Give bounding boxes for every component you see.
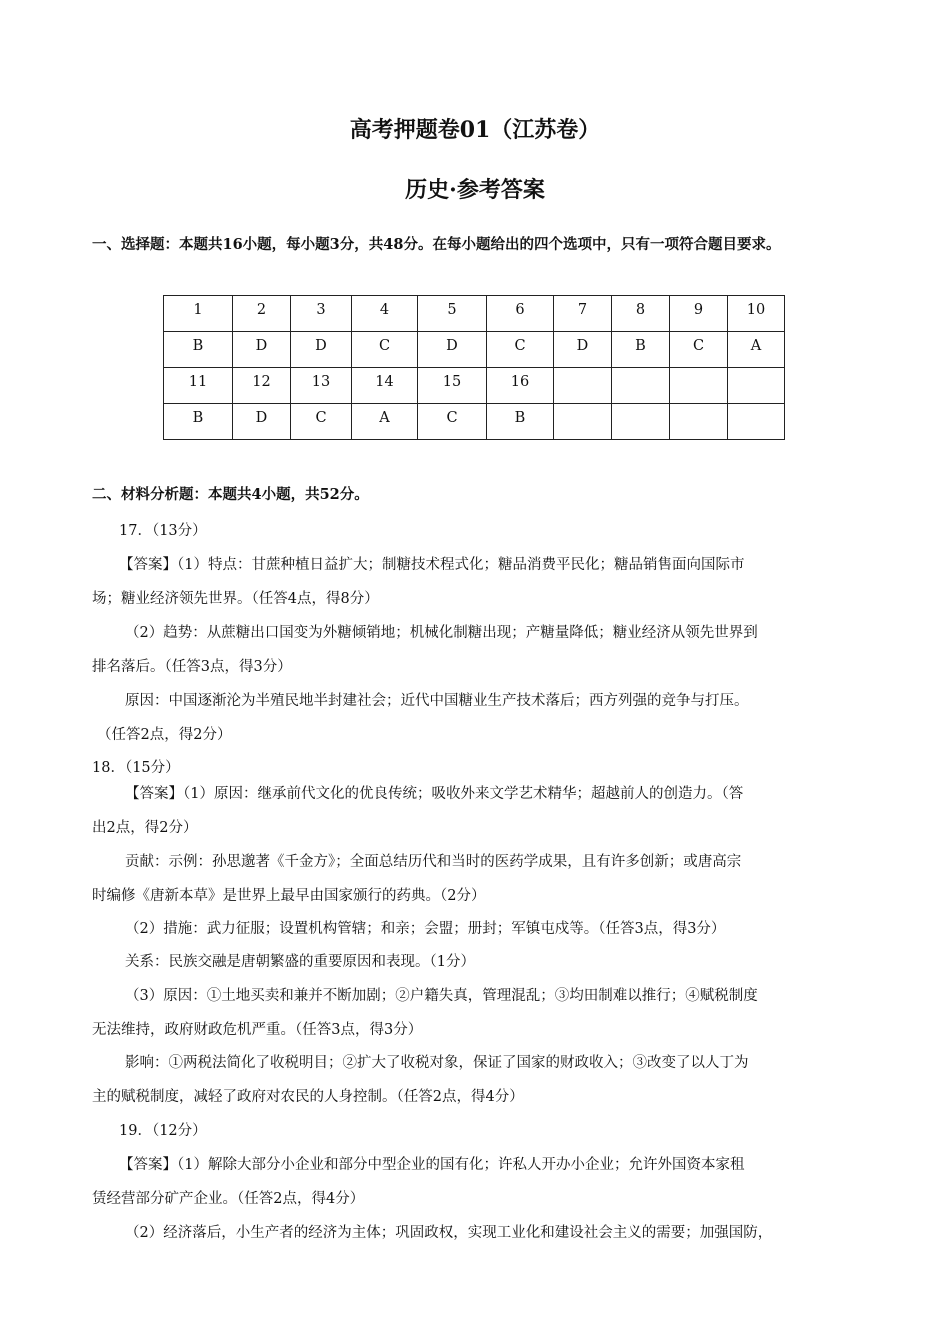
table-cell: B (487, 404, 554, 440)
table-cell (554, 404, 612, 440)
table-cell: 9 (670, 296, 728, 332)
table-cell (670, 368, 728, 404)
table-cell: 16 (487, 368, 554, 404)
answer-line: 【答案】（1）特点：甘蔗种植日益扩大；制糖技术程式化；糖品消费平民化；糖品销售面向国际市 (119, 557, 745, 573)
answer-line: （任答2点，得2分） (97, 727, 232, 743)
table-cell: 10 (728, 296, 785, 332)
table-cell (612, 368, 670, 404)
table-cell (728, 404, 785, 440)
answer-table (163, 295, 785, 440)
q19-label: 19．（12分） (119, 1123, 207, 1139)
table-cell: 7 (554, 296, 612, 332)
answer-line: 主的赋税制度，减轻了政府对农民的人身控制。（任答2点，得4分） (92, 1089, 524, 1105)
answer-line: 无法维持，政府财政危机严重。（任答3点，得3分） (92, 1022, 423, 1038)
answer-line: 影响：①两税法简化了收税明目；②扩大了收税对象，保证了国家的财政收入；③改变了以人丁为 (125, 1055, 749, 1071)
table-cell: C (670, 332, 728, 368)
table-cell (728, 368, 785, 404)
answer-line: （2）趋势：从蔗糖出口国变为外糖倾销地；机械化制糖出现；产糖量降低；糖业经济从领先世界到 (125, 625, 758, 641)
answer-line: 【答案】（1）原因：继承前代文化的优良传统；吸收外来文学艺术精华；超越前人的创造力。（答 (125, 786, 744, 802)
table-cell: 13 (291, 368, 352, 404)
table-cell: D (554, 332, 612, 368)
table-cell: 2 (233, 296, 291, 332)
section2-heading: 二、材料分析题：本题共4小题，共52分。 (92, 486, 369, 503)
table-cell: D (233, 404, 291, 440)
answer-line: 排名落后。（任答3点，得3分） (92, 659, 292, 675)
table-cell: C (487, 332, 554, 368)
table-cell: B (612, 332, 670, 368)
table-cell: 5 (418, 296, 487, 332)
answer-line: 赁经营部分矿产企业。（任答2点，得4分） (92, 1191, 365, 1207)
table-cell: 6 (487, 296, 554, 332)
table-cell: 1 (164, 296, 233, 332)
table-cell (670, 404, 728, 440)
table-cell: D (291, 332, 352, 368)
table-cell: 12 (233, 368, 291, 404)
answer-line: （2）经济落后，小生产者的经济为主体；巩固政权，实现工业化和建设社会主义的需要；加强国防， (125, 1225, 773, 1241)
table-cell (612, 404, 670, 440)
table-cell: A (728, 332, 785, 368)
answer-line: 贡献：示例：孙思邈著《千金方》；全面总结历代和当时的医药学成果，且有许多创新；或唐高宗 (125, 854, 742, 870)
table-cell: 4 (352, 296, 418, 332)
table-cell: B (164, 404, 233, 440)
table-cell: D (418, 332, 487, 368)
table-cell: C (352, 332, 418, 368)
table-cell: 8 (612, 296, 670, 332)
answer-line: 关系：民族交融是唐朝繁盛的重要原因和表现。（1分） (125, 954, 475, 970)
table-row (164, 404, 785, 440)
answer-line: 场；糖业经济领先世界。（任答4点，得8分） (92, 591, 379, 607)
table-row (164, 332, 785, 368)
table-cell: 15 (418, 368, 487, 404)
q17-label: 17．（13分） (119, 523, 207, 539)
answer-line: 出2点，得2分） (92, 820, 198, 836)
table-cell: 3 (291, 296, 352, 332)
exam-title: 高考押题卷01（江苏卷） (349, 117, 601, 143)
section1-heading: 一、选择题：本题共16小题，每小题3分，共48分。在每小题给出的四个选项中，只有一项符合题目要求。 (92, 236, 781, 253)
answer-line: 时编修《唐新本草》是世界上最早由国家颁行的药典。（2分） (92, 888, 486, 904)
table-cell: 14 (352, 368, 418, 404)
table-cell: C (291, 404, 352, 440)
table-cell: D (233, 332, 291, 368)
answer-line: 【答案】（1）解除大部分小企业和部分中型企业的国有化；许私人开办小企业；允许外国资本家租 (119, 1157, 745, 1173)
table-cell: 11 (164, 368, 233, 404)
q18-label: 18．（15分） (92, 760, 180, 776)
exam-subtitle: 历史·参考答案 (405, 177, 545, 203)
answer-line: （3）原因：①土地买卖和兼并不断加剧；②户籍失真，管理混乱；③均田制难以推行；④赋税制度 (125, 988, 758, 1004)
answer-line: 原因：中国逐渐沦为半殖民地半封建社会；近代中国糖业生产技术落后；西方列强的竞争与打压。 (125, 693, 749, 709)
table-cell: C (418, 404, 487, 440)
table-cell: B (164, 332, 233, 368)
table-row (164, 368, 785, 404)
table-row (164, 296, 785, 332)
table-cell (554, 368, 612, 404)
table-cell: A (352, 404, 418, 440)
answer-line: （2）措施：武力征服；设置机构管辖；和亲；会盟；册封；军镇屯戍等。（任答3点，得3分） (125, 921, 726, 937)
